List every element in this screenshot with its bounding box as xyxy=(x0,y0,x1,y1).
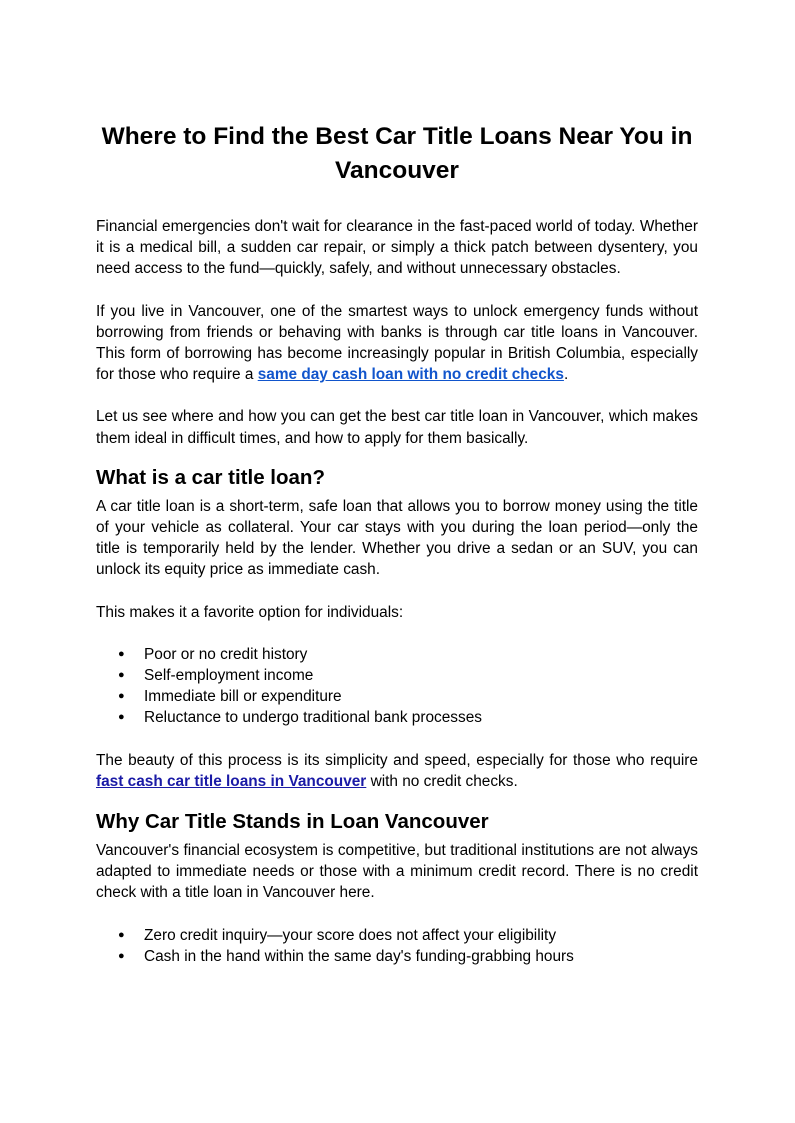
list-item: ● Poor or no credit history xyxy=(96,644,698,665)
section1-paragraph-3-text-after: with no credit checks. xyxy=(366,772,518,790)
list-item: ● Self-employment income xyxy=(96,665,698,686)
section1-bullet-list xyxy=(96,644,698,729)
section1-paragraph-3-text-before: The beauty of this process is its simplicity and speed, especially for those who require xyxy=(96,751,698,769)
list-item: ● Cash in the hand within the same day's funding-grabbing hours xyxy=(96,946,698,967)
list-item: ● Reluctance to undergo traditional bank processes xyxy=(96,707,698,728)
section1-paragraph-1: A car title loan is a short-term, safe loan that allows you to borrow money using the title of your vehicle as collateral. Your car stays with you during the loan period—only the title is temporarily held by the lender. Whether you drive a sedan or an SUV, you can unlock its equity price as immediate cash. xyxy=(96,497,698,579)
section1-paragraph-2: This makes it a favorite option for individuals: xyxy=(96,603,404,621)
intro-paragraph-2 xyxy=(96,301,698,386)
section-heading-why-car-title: Why Car Title Stands in Loan Vancouver xyxy=(96,810,489,834)
document-page xyxy=(96,120,698,967)
section-heading-what-is: What is a car title loan? xyxy=(96,465,325,489)
same-day-cash-loan-link[interactable]: same day cash loan with no credit checks xyxy=(257,366,564,384)
list-item: ● Immediate bill or expenditure xyxy=(96,686,698,707)
intro-paragraph-3: Let us see where and how you can get the best car title loan in Vancouver, which makes them ideal in difficult times, and how to apply for them basically. xyxy=(96,408,698,447)
section1-paragraph-3 xyxy=(96,750,698,792)
list-item: ● Zero credit inquiry—your score does not affect your eligibility xyxy=(96,925,698,946)
section2-bullet-list xyxy=(96,925,698,967)
intro-paragraph-2-text-after: . xyxy=(563,366,569,384)
fast-cash-car-title-loans-link[interactable]: fast cash car title loans in Vancouver xyxy=(96,772,367,790)
section2-paragraph-1: Vancouver's financial ecosystem is competitive, but traditional institutions are not always adapted to immediate needs or those with a minimum credit record. There is no credit check with a title loan in Vancouver here. xyxy=(96,842,698,902)
intro-paragraph-2-text-before: If you live in Vancouver, one of the smartest ways to unlock emergency funds without borrowing from friends or behaving with banks is through car title loans in Vancouver. This form of borrowing has become increasingly popular in British Columbia, especially for those who require a xyxy=(96,302,698,384)
page-title: Where to Find the Best Car Title Loans Near You in Vancouver xyxy=(101,123,693,184)
intro-paragraph-1: Financial emergencies don't wait for clearance in the fast-paced world of today. Whether it is a medical bill, a sudden car repair, or simply a thick patch between dysentery, you need access to the fund—quickly, safely, and without unnecessary obstacles. xyxy=(96,218,698,278)
